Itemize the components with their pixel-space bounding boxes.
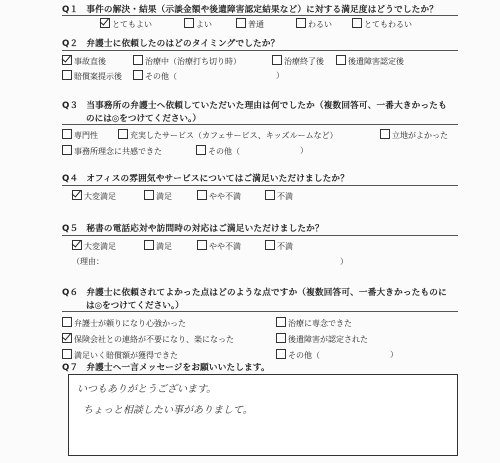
q3-heading xyxy=(62,99,447,111)
q6-option-5[interactable]: 満足いく賠償額が獲得できた xyxy=(62,349,178,361)
q2-heading xyxy=(62,37,279,49)
q1-option-2[interactable]: よい xyxy=(184,18,212,30)
q5-text: 秘書の電話応対や訪問時の対応はご満足いただけましたか？ xyxy=(86,224,324,234)
checkbox-icon[interactable] xyxy=(118,129,128,139)
checkbox-icon[interactable] xyxy=(265,240,275,250)
q1-heading xyxy=(62,3,438,15)
q1-text: 事件の解決・結果（示談金額や後遺障害認定結果など）に対する満足度はどうでしたか？ xyxy=(86,5,439,15)
checkbox-icon[interactable] xyxy=(197,190,207,200)
checkbox-icon[interactable] xyxy=(133,70,143,80)
message-box[interactable] xyxy=(68,374,458,456)
checkbox-icon[interactable] xyxy=(197,240,207,250)
q6-text-line2: は◎をつけてください。） xyxy=(86,301,184,311)
q1-number: Q１ xyxy=(62,5,79,15)
divider xyxy=(62,124,458,125)
checkbox-icon[interactable] xyxy=(144,240,154,250)
checkbox-checked-icon[interactable] xyxy=(72,240,82,250)
q5-reason-label: （理由： xyxy=(72,257,104,266)
q6-other-close: ） xyxy=(390,350,398,359)
checkbox-icon[interactable] xyxy=(272,55,282,65)
q1-option-3[interactable]: 普通 xyxy=(236,18,264,30)
divider xyxy=(62,311,458,312)
q6-option-3[interactable]: 保険会社との連絡が不要になり、楽になった xyxy=(62,333,234,345)
checkbox-icon[interactable] xyxy=(276,333,286,343)
q2-text: 弁護士に依頼したのはどのタイミングでしたか？ xyxy=(86,39,280,49)
q2-option-2[interactable]: 治療中（治療打ち切り時） xyxy=(133,55,241,67)
checkbox-icon[interactable] xyxy=(184,18,194,28)
q4-heading xyxy=(62,172,349,184)
q5-heading xyxy=(62,222,324,234)
q7-number: Q７ xyxy=(62,363,79,373)
checkbox-icon[interactable] xyxy=(336,55,346,65)
q5-option-4[interactable]: 不満 xyxy=(265,240,293,252)
q5-option-2[interactable]: 満足 xyxy=(144,240,172,252)
q2-option-4[interactable]: 後遺障害認定後 xyxy=(336,55,404,67)
checkbox-icon[interactable] xyxy=(62,349,72,359)
checkbox-icon[interactable] xyxy=(265,190,275,200)
checkbox-icon[interactable] xyxy=(236,18,246,28)
q3-option-1[interactable]: 専門性 xyxy=(62,129,98,141)
divider xyxy=(62,185,458,186)
q6-option-2[interactable]: 治療に専念できた xyxy=(276,317,352,329)
q2-number: Q２ xyxy=(62,39,79,49)
handwritten-message-line2: ちょっと相談したい事がありまして。 xyxy=(83,405,253,416)
q2-option-5[interactable]: 賠償案提示後 xyxy=(62,70,122,82)
checkbox-icon[interactable] xyxy=(62,129,72,139)
q4-text: オフィスの雰囲気やサービスについてはご満足いただけましたか？ xyxy=(86,174,350,184)
q1-option-5[interactable]: とてもわるい xyxy=(352,18,412,30)
q4-option-3[interactable]: やや不満 xyxy=(197,190,241,202)
q3-text-line1: 当事務所の弁護士へ依頼していただいた理由は何でしたか（複数回答可、一番大きかったも xyxy=(86,101,447,111)
q6-text-line1: 弁護士に依頼されてよかった点はどのような点ですか（複数回答可、一番大きかったものに xyxy=(86,288,447,298)
q1-option-4[interactable]: わるい xyxy=(296,18,332,30)
q2-option-6[interactable]: その他（ xyxy=(133,70,177,82)
q4-option-2[interactable]: 満足 xyxy=(144,190,172,202)
q4-option-1[interactable]: 大変満足 xyxy=(72,190,116,202)
q3-text-line2: のには◎をつけてください。） xyxy=(86,114,201,124)
checkbox-icon[interactable] xyxy=(352,18,362,28)
q3-other-close: ） xyxy=(300,146,308,155)
checkbox-icon[interactable] xyxy=(62,317,72,327)
checkbox-icon[interactable] xyxy=(62,145,72,155)
checkbox-checked-icon[interactable] xyxy=(62,55,72,65)
q6-option-1[interactable]: 弁護士が頼りになり心強かった xyxy=(62,317,186,329)
divider xyxy=(62,15,458,16)
q2-option-1[interactable]: 事故直後 xyxy=(62,55,106,67)
q7-text: 弁護士へ一言メッセージをお願いいたします。 xyxy=(86,363,270,373)
q6-option-6[interactable]: その他（ xyxy=(276,349,320,361)
q5-reason-close: ） xyxy=(340,257,348,266)
q3-number: Q３ xyxy=(62,101,79,111)
checkbox-icon[interactable] xyxy=(144,190,154,200)
checkbox-icon[interactable] xyxy=(296,18,306,28)
q4-option-4[interactable]: 不満 xyxy=(265,190,293,202)
q6-number: Q６ xyxy=(62,288,79,298)
checkbox-checked-icon[interactable] xyxy=(72,190,82,200)
checkbox-icon[interactable] xyxy=(196,145,206,155)
q5-option-1[interactable]: 大変満足 xyxy=(72,240,116,252)
q4-number: Q４ xyxy=(62,174,79,184)
q3-option-2[interactable]: 充実したサービス（カフェサービス、キッズルームなど） xyxy=(118,129,338,141)
divider xyxy=(62,235,458,236)
checkbox-icon[interactable] xyxy=(380,129,390,139)
checkbox-icon[interactable] xyxy=(133,55,143,65)
q3-option-3[interactable]: 立地がよかった xyxy=(380,129,448,141)
q5-option-3[interactable]: やや不満 xyxy=(197,240,241,252)
q6-heading xyxy=(62,286,447,298)
q2-other-close: ） xyxy=(276,71,284,80)
q7-heading xyxy=(62,361,270,373)
q2-option-3[interactable]: 治療終了後 xyxy=(272,55,324,67)
q3-option-4[interactable]: 事務所理念に共感できた xyxy=(62,145,162,157)
q1-option-1[interactable]: とてもよい xyxy=(100,18,152,30)
checkbox-icon[interactable] xyxy=(276,349,286,359)
q6-option-4[interactable]: 後遺障害が認定された xyxy=(276,333,368,345)
checkbox-checked-icon[interactable] xyxy=(62,333,72,343)
q3-option-5[interactable]: その他（ xyxy=(196,145,240,157)
divider xyxy=(62,50,458,51)
checkbox-checked-icon[interactable] xyxy=(100,18,110,28)
handwritten-message-line1: いつもありがとうございます。 xyxy=(77,384,217,395)
q5-number: Q５ xyxy=(62,224,79,234)
checkbox-icon[interactable] xyxy=(62,70,72,80)
checkbox-icon[interactable] xyxy=(276,317,286,327)
